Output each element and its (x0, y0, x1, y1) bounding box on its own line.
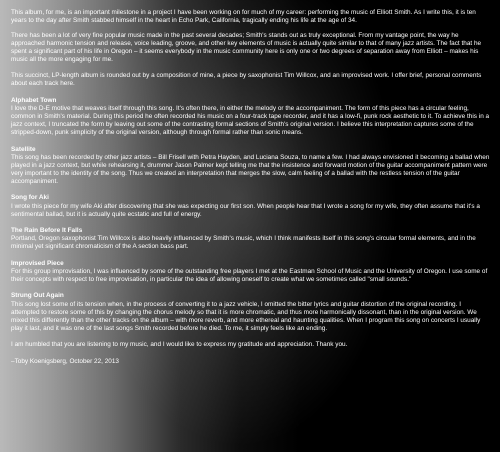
intro-paragraph-1: This album, for me, is an important milestone in a project I have been working on for much of my career: performing the music of Elliott Smith. As I write this, it is ten years to the day after Smith stabbed himself in the heart in Echo Park, California, tragically ending his life at the age of 34. (11, 9, 476, 25)
track-title: Improvised Piece (11, 259, 64, 267)
track-description: For this group improvisation, I was influenced by some of the outstanding free players I met at the Eastman School of Music and the University of Oregon. I use some of their concepts with respect to free improvisation, in particular the idea of allowing oneself to create what we sometimes called "small sounds." (11, 267, 488, 283)
closing-paragraph: I am humbled that you are listening to my music, and I would like to express my gratitude and appreciation. Thank you. (11, 340, 348, 348)
track-section-satellite (11, 146, 491, 187)
signature: –Toby Koenigsberg, October 22, 2013 (11, 357, 119, 365)
liner-notes-text (11, 9, 491, 373)
track-title: The Rain Before It Falls (11, 226, 83, 234)
track-description: I wrote this piece for my wife Aki after discovering that she was expecting our first son. When people hear that I wrote a song for my wife, they often assume that it's a sentimental ballad, but it is actually quite ecstatic and full of energy. (11, 202, 480, 218)
track-description: Portland, Oregon saxophonist Tim Willcox is also heavily influenced by Smith's music, which I think manifests itself in this song's circular formal elements, and in the minimal yet significant chromaticism of the A section bass part. (11, 235, 476, 251)
track-title: Song for Aki (11, 194, 49, 202)
track-description: I love the D-E motive that weaves itself through this song. It's often there, in either the melody or the accompaniment. The form of this piece has a circular feeling, common in Smith's material. During this period he often recorded his music on a four-track tape recorder, and it has a low-fi, punk rock aesthetic to it. To achieve this in a jazz context, I truncated the form by leaving out some of the contrasting formal sections of Smith's original version. I believe this interpretation captures some of the stripped-down, punk simplicity of the original version, although through formal rather than sonic means. (11, 105, 490, 137)
track-description: This song has been recorded by other jazz artists – Bill Frisell with Petra Hayden, and Luciana Souza, to name a few. I had always envisioned it becoming a ballad when played in a jazz context, but while rehearsing it, drummer Jason Palmer kept telling me that the insistence and forward motion of the guitar accompaniment pattern were very important to the identity of the song. Thus we created an interpretation that merges the slow, calm feeling of a ballad with the restless tension of the guitar accompaniment. (11, 153, 490, 186)
track-title: Strung Out Again (11, 292, 64, 300)
track-description: This song lost some of its tension when, in the process of converting it to a jazz vehicle, I omitted the bitter lyrics and guitar distortion of the original recording. I attempted to restore some of this by changing the chorus melody so that it is more chromatic, and thus more harmonically dissonant, than in the original version. We mixed this differently than the other tracks on the album – with more reverb, and more ethereal and haunting qualities. When I program this song on concerts I usually play it last, and it was one of the last songs Smith recorded before he died. To me, it simply feels like an ending. (11, 300, 481, 332)
track-title: Alphabet Town (11, 96, 57, 104)
intro-paragraph-2: There has been a lot of very fine popular music made in the past several decades; Smith's stands out as truly exceptional. From my vantage point, the way he approached harmonic tension and release, voice leading, groove, and other key elements of music is actually quite similar to that of many jazz artists. The fact that he spent a significant part of his life in Oregon – it seems everybody in the music community here is only one or two degrees of separation away from Elliott – makes his music all the more engaging for me. (11, 32, 482, 64)
track-section-improvised-piece (11, 260, 491, 285)
track-title: Satellite (11, 145, 36, 153)
track-section-strung-out-again (11, 292, 491, 333)
track-section-alphabet-town (11, 97, 491, 138)
intro-paragraph-3: This succinct, LP-length album is rounded out by a composition of mine, a piece by saxophonist Tim Willcox, and an improvised work. I offer brief, personal comments about each track here. (11, 71, 482, 87)
track-section-song-for-aki (11, 194, 491, 219)
track-section-the-rain-before-it-falls (11, 227, 491, 252)
